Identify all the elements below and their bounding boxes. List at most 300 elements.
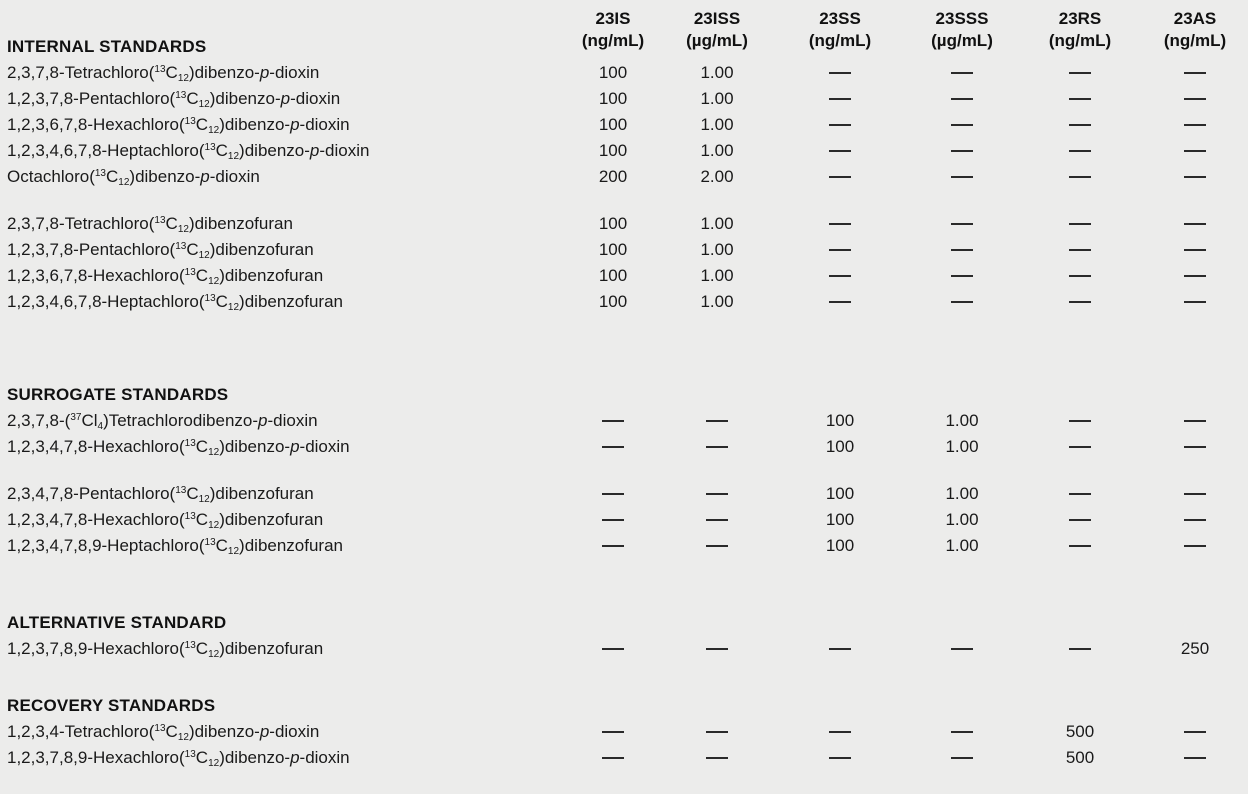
isotope-count: 12 — [208, 276, 220, 287]
compound-name-prefix: 2,3,4,7,8-Pentachloro( — [7, 484, 176, 503]
column-code: 23AS — [1173, 9, 1217, 28]
compound-name-prefix: 1,2,3,7,8-Pentachloro( — [7, 89, 176, 108]
concentration-value: 500 — [1065, 722, 1095, 741]
not-applicable-dash — [829, 301, 851, 303]
not-applicable-dash — [1069, 446, 1091, 448]
concentration-value — [1140, 507, 1248, 533]
isotope-count: 12 — [208, 447, 220, 458]
isotope-element: C — [195, 115, 209, 134]
not-applicable-dash — [951, 98, 973, 100]
isotope-element: C — [186, 240, 199, 259]
compound-name — [7, 636, 323, 662]
concentration-value — [1140, 138, 1248, 164]
concentration-value: 100 — [598, 63, 628, 82]
concentration-value: 1.00 — [700, 115, 734, 134]
not-applicable-dash — [706, 493, 728, 495]
not-applicable-dash — [1069, 150, 1091, 152]
table-row — [0, 211, 1248, 237]
column-unit: (ng/mL) — [581, 31, 645, 50]
not-applicable-dash — [706, 446, 728, 448]
section-title: SURROGATE STANDARDS — [7, 385, 229, 404]
not-applicable-dash — [829, 757, 851, 759]
concentration-value — [1140, 112, 1248, 138]
concentration-value — [785, 237, 895, 263]
isotope-element: Cl — [81, 411, 98, 430]
concentration-value — [662, 507, 772, 533]
compound-name-tail: -dioxin — [209, 167, 260, 186]
compound-name-suffix: )dibenzofuran — [209, 240, 314, 259]
isotope-count: 12 — [177, 732, 189, 743]
concentration-value — [1025, 112, 1135, 138]
isotope-mass: 13 — [184, 267, 196, 278]
not-applicable-dash — [1184, 72, 1206, 74]
not-applicable-dash — [602, 648, 624, 650]
isotope-mass: 13 — [154, 723, 166, 734]
column-code: 23RS — [1058, 9, 1102, 28]
compound-name-tail: -dioxin — [290, 89, 341, 108]
compound-name — [7, 237, 314, 263]
column-unit: (µg/mL) — [686, 31, 748, 50]
compound-name — [7, 164, 260, 190]
concentration-value — [785, 164, 895, 190]
not-applicable-dash — [829, 648, 851, 650]
concentration-value: 1.00 — [700, 63, 734, 82]
compound-name-prefix: 1,2,3,4,7,8-Hexachloro( — [7, 437, 185, 456]
not-applicable-dash — [951, 223, 973, 225]
isotope-mass: 13 — [184, 749, 196, 760]
isotope-element: C — [195, 510, 209, 529]
not-applicable-dash — [951, 731, 973, 733]
isotope-element: C — [106, 167, 119, 186]
section-title: RECOVERY STANDARDS — [7, 696, 216, 715]
not-applicable-dash — [829, 275, 851, 277]
not-applicable-dash — [1069, 249, 1091, 251]
isotope-count: 12 — [177, 73, 189, 84]
concentration-value — [558, 507, 668, 533]
concentration-value — [558, 636, 668, 662]
concentration-value — [1140, 533, 1248, 559]
isotope-count: 12 — [227, 546, 240, 557]
concentration-value — [907, 289, 1017, 315]
not-applicable-dash — [1184, 493, 1206, 495]
not-applicable-dash — [602, 446, 624, 448]
not-applicable-dash — [706, 545, 728, 547]
not-applicable-dash — [829, 731, 851, 733]
not-applicable-dash — [1184, 731, 1206, 733]
not-applicable-dash — [1069, 124, 1091, 126]
not-applicable-dash — [951, 176, 973, 178]
compound-name-suffix: )dibenzo- — [129, 167, 201, 186]
concentration-value: 1.00 — [700, 266, 734, 285]
concentration-value: 100 — [598, 115, 628, 134]
concentration-value — [907, 636, 1017, 662]
concentration-value — [1025, 289, 1135, 315]
table-row — [0, 289, 1248, 315]
concentration-value — [558, 745, 668, 771]
isotope-mass: 13 — [204, 142, 216, 153]
concentration-value — [907, 211, 1017, 237]
table-row — [0, 138, 1248, 164]
concentration-value: 1.00 — [700, 141, 734, 160]
not-applicable-dash — [1069, 648, 1091, 650]
not-applicable-dash — [1069, 98, 1091, 100]
not-applicable-dash — [1069, 72, 1091, 74]
not-applicable-dash — [1184, 545, 1206, 547]
not-applicable-dash — [1069, 420, 1091, 422]
compound-name-italic: p — [290, 437, 300, 456]
not-applicable-dash — [706, 420, 728, 422]
compound-name-prefix: 2,3,7,8-Tetrachloro( — [7, 63, 155, 82]
table-row — [0, 164, 1248, 190]
not-applicable-dash — [1069, 301, 1091, 303]
compound-name-prefix: 1,2,3,4,7,8,9-Heptachloro( — [7, 536, 205, 555]
concentration-value — [1140, 434, 1248, 460]
not-applicable-dash — [951, 757, 973, 759]
concentration-value — [662, 481, 772, 507]
table-row — [0, 481, 1248, 507]
isotope-mass: 13 — [175, 485, 187, 496]
isotope-element: C — [195, 639, 209, 658]
concentration-value — [907, 60, 1017, 86]
concentration-value — [785, 86, 895, 112]
isotope-count: 12 — [208, 520, 220, 531]
compound-name — [7, 745, 350, 771]
concentration-value — [662, 719, 772, 745]
concentration-value — [662, 745, 772, 771]
not-applicable-dash — [951, 249, 973, 251]
not-applicable-dash — [1184, 150, 1206, 152]
concentration-value — [907, 745, 1017, 771]
isotope-count: 12 — [118, 177, 130, 188]
isotope-mass: 13 — [184, 640, 196, 651]
isotope-mass: 13 — [175, 90, 187, 101]
concentration-value — [1140, 86, 1248, 112]
compound-name — [7, 533, 343, 559]
isotope-mass: 13 — [204, 293, 216, 304]
not-applicable-dash — [1184, 446, 1206, 448]
isotope-mass: 13 — [184, 511, 196, 522]
concentration-value — [1025, 86, 1135, 112]
table-row — [0, 533, 1248, 559]
isotope-mass: 13 — [154, 215, 166, 226]
compound-name-suffix: )dibenzofuran — [188, 214, 293, 233]
isotope-element: C — [186, 484, 199, 503]
not-applicable-dash — [1069, 545, 1091, 547]
isotope-count: 4 — [97, 421, 104, 432]
concentration-value: 1.00 — [945, 510, 979, 529]
concentration-value: 100 — [598, 89, 628, 108]
section-header-row — [0, 382, 1248, 408]
concentration-value — [1025, 237, 1135, 263]
compound-name-italic: p — [259, 722, 270, 741]
compound-name-italic: p — [258, 411, 268, 430]
not-applicable-dash — [1184, 275, 1206, 277]
not-applicable-dash — [706, 648, 728, 650]
section-header-row — [0, 610, 1248, 636]
concentration-value — [1025, 263, 1135, 289]
table-row — [0, 86, 1248, 112]
concentration-value — [907, 86, 1017, 112]
isotope-mass: 13 — [204, 537, 216, 548]
compound-name-suffix: )dibenzofuran — [239, 536, 344, 555]
not-applicable-dash — [829, 72, 851, 74]
not-applicable-dash — [1184, 176, 1206, 178]
isotope-element: C — [186, 89, 199, 108]
concentration-value: 1.00 — [700, 240, 734, 259]
concentration-value: 100 — [598, 240, 628, 259]
isotope-element: C — [215, 292, 228, 311]
concentration-value — [907, 138, 1017, 164]
not-applicable-dash — [829, 176, 851, 178]
concentration-value: 1.00 — [945, 484, 979, 503]
compound-name-prefix: 1,2,3,7,8-Pentachloro( — [7, 240, 176, 259]
compound-name-tail: -dioxin — [269, 63, 320, 82]
isotope-element: C — [165, 63, 178, 82]
compound-name-tail: -dioxin — [267, 411, 318, 430]
not-applicable-dash — [829, 98, 851, 100]
compound-name-prefix: 2,3,7,8-Tetrachloro( — [7, 214, 155, 233]
table-row — [0, 60, 1248, 86]
isotope-mass: 13 — [184, 116, 196, 127]
concentration-value — [558, 481, 668, 507]
concentration-value — [785, 719, 895, 745]
concentration-value — [1025, 507, 1135, 533]
compound-name-prefix: Octachloro( — [7, 167, 95, 186]
not-applicable-dash — [951, 124, 973, 126]
concentration-value: 100 — [598, 266, 628, 285]
concentration-value — [1025, 434, 1135, 460]
concentration-value — [785, 211, 895, 237]
concentration-value — [1140, 745, 1248, 771]
concentration-value — [1025, 481, 1135, 507]
isotope-element: C — [215, 141, 228, 160]
column-unit: (ng/mL) — [1048, 31, 1112, 50]
compound-name — [7, 263, 323, 289]
not-applicable-dash — [1184, 124, 1206, 126]
concentration-value — [907, 263, 1017, 289]
compound-name — [7, 211, 293, 237]
not-applicable-dash — [1069, 493, 1091, 495]
concentration-value: 100 — [825, 510, 855, 529]
concentration-value — [1140, 719, 1248, 745]
compound-name-suffix: )dibenzo- — [239, 141, 310, 160]
isotope-count: 12 — [198, 99, 210, 110]
table-row — [0, 745, 1248, 771]
compound-name-prefix: 1,2,3,4,7,8-Hexachloro( — [7, 510, 185, 529]
concentration-value: 1.00 — [700, 292, 734, 311]
not-applicable-dash — [1184, 249, 1206, 251]
compound-name-tail: -dioxin — [319, 141, 370, 160]
not-applicable-dash — [951, 72, 973, 74]
concentration-value — [785, 636, 895, 662]
concentration-value — [1140, 289, 1248, 315]
table-row — [0, 434, 1248, 460]
compound-name-italic: p — [200, 167, 210, 186]
not-applicable-dash — [706, 731, 728, 733]
not-applicable-dash — [602, 731, 624, 733]
not-applicable-dash — [1069, 519, 1091, 521]
compound-name-suffix: )dibenzofuran — [219, 510, 324, 529]
not-applicable-dash — [829, 223, 851, 225]
not-applicable-dash — [706, 519, 728, 521]
column-code: 23SSS — [935, 9, 989, 28]
not-applicable-dash — [1184, 301, 1206, 303]
compound-name — [7, 289, 343, 315]
column-code: 23ISS — [693, 9, 741, 28]
table-row — [0, 719, 1248, 745]
compound-name — [7, 112, 350, 138]
section-title: ALTERNATIVE STANDARD — [7, 613, 227, 632]
compound-name-suffix: )dibenzofuran — [239, 292, 344, 311]
compound-name-suffix: )Tetrachlorodibenzo- — [103, 411, 259, 430]
concentration-value: 1.00 — [945, 536, 979, 555]
concentration-value — [1025, 164, 1135, 190]
isotope-count: 12 — [177, 224, 189, 235]
concentration-value: 100 — [825, 484, 855, 503]
isotope-element: C — [165, 214, 178, 233]
section-header-row — [0, 34, 1248, 60]
compound-name — [7, 408, 318, 434]
column-code: 23SS — [819, 9, 861, 28]
not-applicable-dash — [602, 545, 624, 547]
isotope-count: 12 — [208, 649, 220, 660]
not-applicable-dash — [1069, 275, 1091, 277]
isotope-count: 12 — [198, 250, 210, 261]
compound-name-prefix: 1,2,3,6,7,8-Hexachloro( — [7, 115, 185, 134]
compound-name-suffix: )dibenzo- — [219, 115, 291, 134]
not-applicable-dash — [1069, 176, 1091, 178]
concentration-value — [558, 434, 668, 460]
concentration-value — [1140, 60, 1248, 86]
compound-name-prefix: 2,3,7,8-( — [7, 411, 71, 430]
compound-name — [7, 86, 340, 112]
compound-name — [7, 434, 350, 460]
compound-name-suffix: )dibenzofuran — [209, 484, 314, 503]
not-applicable-dash — [1184, 420, 1206, 422]
compound-name-tail: -dioxin — [299, 437, 350, 456]
not-applicable-dash — [1184, 519, 1206, 521]
table-row — [0, 408, 1248, 434]
compound-name-prefix: 1,2,3,7,8,9-Hexachloro( — [7, 639, 185, 658]
concentration-value — [785, 60, 895, 86]
compound-name-tail: -dioxin — [299, 748, 350, 767]
isotope-element: C — [195, 437, 209, 456]
not-applicable-dash — [602, 420, 624, 422]
concentration-value — [1140, 481, 1248, 507]
compound-name-suffix: )dibenzofuran — [219, 639, 324, 658]
table-row — [0, 263, 1248, 289]
not-applicable-dash — [951, 150, 973, 152]
concentration-value — [1025, 211, 1135, 237]
isotope-mass: 13 — [184, 438, 196, 449]
concentration-value: 100 — [598, 141, 628, 160]
concentration-value — [1025, 408, 1135, 434]
concentration-value — [558, 533, 668, 559]
isotope-count: 12 — [208, 125, 220, 136]
compound-name — [7, 60, 319, 86]
concentration-value — [1025, 636, 1135, 662]
isotope-element: C — [165, 722, 178, 741]
concentration-value — [662, 434, 772, 460]
column-unit: (ng/mL) — [1163, 31, 1227, 50]
concentration-value: 2.00 — [700, 167, 734, 186]
concentration-value — [785, 112, 895, 138]
compound-name — [7, 507, 323, 533]
concentration-value — [785, 138, 895, 164]
compound-name-suffix: )dibenzofuran — [219, 266, 324, 285]
column-unit: (µg/mL) — [931, 31, 993, 50]
compound-name-italic: p — [280, 89, 291, 108]
concentration-value — [1025, 533, 1135, 559]
compound-name-suffix: )dibenzo- — [219, 437, 291, 456]
column-unit: (ng/mL) — [808, 31, 872, 50]
concentration-value — [785, 745, 895, 771]
concentration-value: 1.00 — [700, 89, 734, 108]
isotope-count: 12 — [208, 758, 220, 769]
not-applicable-dash — [829, 249, 851, 251]
table-row — [0, 112, 1248, 138]
concentration-value — [785, 289, 895, 315]
not-applicable-dash — [602, 519, 624, 521]
not-applicable-dash — [706, 757, 728, 759]
concentration-value: 1.00 — [700, 214, 734, 233]
isotope-count: 12 — [227, 151, 240, 162]
table-row — [0, 636, 1248, 662]
concentration-value: 100 — [598, 214, 628, 233]
concentration-value — [907, 164, 1017, 190]
isotope-count: 12 — [198, 494, 210, 505]
concentration-value — [1140, 408, 1248, 434]
concentration-value — [662, 533, 772, 559]
concentration-value — [1140, 211, 1248, 237]
concentration-value — [662, 408, 772, 434]
compound-name-italic: p — [309, 141, 320, 160]
concentration-value — [1140, 164, 1248, 190]
compound-name-suffix: )dibenzo- — [188, 722, 260, 741]
not-applicable-dash — [1069, 223, 1091, 225]
compound-name-prefix: 1,2,3,4-Tetrachloro( — [7, 722, 155, 741]
concentration-value — [1025, 138, 1135, 164]
concentration-value: 500 — [1065, 748, 1095, 767]
compound-name-italic: p — [290, 115, 300, 134]
concentration-value — [785, 263, 895, 289]
not-applicable-dash — [829, 150, 851, 152]
table-row — [0, 507, 1248, 533]
concentration-value: 200 — [598, 167, 628, 186]
not-applicable-dash — [1184, 98, 1206, 100]
compound-name-tail: -dioxin — [269, 722, 320, 741]
not-applicable-dash — [1184, 757, 1206, 759]
not-applicable-dash — [829, 124, 851, 126]
concentration-value — [907, 112, 1017, 138]
concentration-value: 250 — [1180, 639, 1210, 658]
concentration-value — [662, 636, 772, 662]
isotope-mass: 13 — [94, 168, 106, 179]
compound-name — [7, 719, 319, 745]
compound-name-italic: p — [290, 748, 300, 767]
concentration-value: 1.00 — [945, 437, 979, 456]
table-row — [0, 237, 1248, 263]
isotope-element: C — [195, 266, 209, 285]
compound-name — [7, 481, 314, 507]
concentration-value — [907, 237, 1017, 263]
concentration-value — [1025, 60, 1135, 86]
not-applicable-dash — [602, 493, 624, 495]
compound-name-prefix: 1,2,3,4,6,7,8-Heptachloro( — [7, 292, 205, 311]
concentration-value: 100 — [825, 437, 855, 456]
concentration-value — [1140, 263, 1248, 289]
concentration-value: 1.00 — [945, 411, 979, 430]
